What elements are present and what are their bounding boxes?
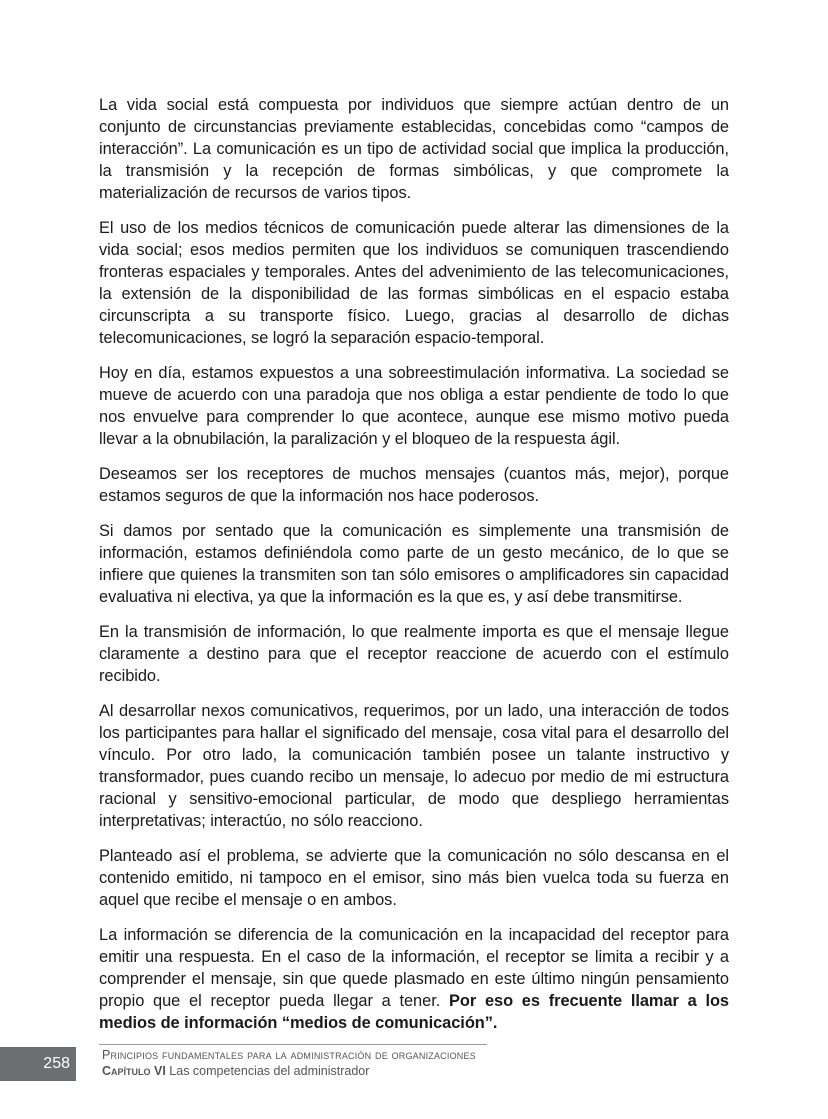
footer-divider: [99, 1044, 487, 1045]
chapter-label: Capítulo VI: [102, 1064, 166, 1078]
paragraph-1: La vida social está compuesta por individuos que siempre actúan dentro de un conjunto de circunstancias previamente establecidas, concebidas como “campos de interacción”. La comunicación es un tipo de actividad social que implica la producción, la transmisión y la recepción de formas simbólicas, y que compromete la materialización de recursos de varios tipos.: [99, 96, 729, 202]
paragraph-8: Planteado así el problema, se advierte que la comunicación no sólo descansa en el contenido emitido, ni tampoco en el emisor, sino más bien vuelca toda su fuerza en aquel que recibe el mensaje o en ambos.: [99, 847, 729, 909]
running-head-book-title: Principios fundamentales para la administración de organizaciones: [102, 1048, 476, 1062]
chapter-title: Las competencias del administrador: [169, 1064, 370, 1078]
paragraph-9: [99, 924, 729, 1034]
running-head-chapter: [102, 1064, 369, 1079]
paragraph-5: Si damos por sentado que la comunicación es simplemente una transmisión de información, estamos definiéndola como parte de un gesto mecánico, de lo que se infiere que quienes la transmiten son tan sólo emisores o amplificadores sin capacidad evaluativa ni electiva, ya que la información es la que es, y así debe transmitirse.: [99, 522, 729, 606]
paragraph-3: Hoy en día, estamos expuestos a una sobreestimulación informativa. La sociedad se mueve de acuerdo con una paradoja que nos obliga a estar pendiente de todo lo que nos envuelve para comprender lo que acontece, aunque ese mismo motivo pueda llevar a la obnubilación, la paralización y el bloqueo de la respuesta ágil.: [99, 364, 729, 448]
paragraph-4: Deseamos ser los receptores de muchos mensajes (cuantos más, mejor), porque estamos seguros de que la información nos hace poderosos.: [99, 465, 729, 505]
paragraph-9-bold-conclusion: Por eso es frecuente llamar a los medios de información “medios de comunicación”.: [99, 992, 729, 1032]
paragraph-6: En la transmisión de información, lo que realmente importa es que el mensaje llegue claramente a destino para que el receptor reaccione de acuerdo con el estímulo recibido.: [99, 623, 729, 685]
paragraph-9-text: La información se diferencia de la comunicación en la incapacidad del receptor para emitir una respuesta. En el caso de la información, el receptor se limita a recibir y a comprender el mensaje, sin que quede plasmado en este último ningún pensamiento propio que el receptor pueda llegar a tener.: [99, 926, 729, 1010]
page-number: 258: [0, 1047, 76, 1081]
paragraph-2: El uso de los medios técnicos de comunicación puede alterar las dimensiones de la vida social; esos medios permiten que los individuos se comuniquen trascendiendo fronteras espaciales y temporales. Antes del advenimiento de las telecomunicaciones, la extensión de la disponibilidad de las formas simbólicas en el espacio estaba circunscripta a su transporte físico. Luego, gracias al desarrollo de dichas telecomunicaciones, se logró la separación espacio-temporal.: [99, 219, 729, 347]
paragraph-7: Al desarrollar nexos comunicativos, requerimos, por un lado, una interacción de todos los participantes para hallar el significado del mensaje, cosa vital para el desarrollo del vínculo. Por otro lado, la comunicación también posee un talante instructivo y transformador, pues cuando recibo un mensaje, lo adecuo por medio de mi estructura racional y sensitivo-emocional particular, de modo que despliego herramientas interpretativas; interactúo, no sólo reacciono.: [99, 702, 729, 830]
main-text-column: [99, 94, 729, 1047]
